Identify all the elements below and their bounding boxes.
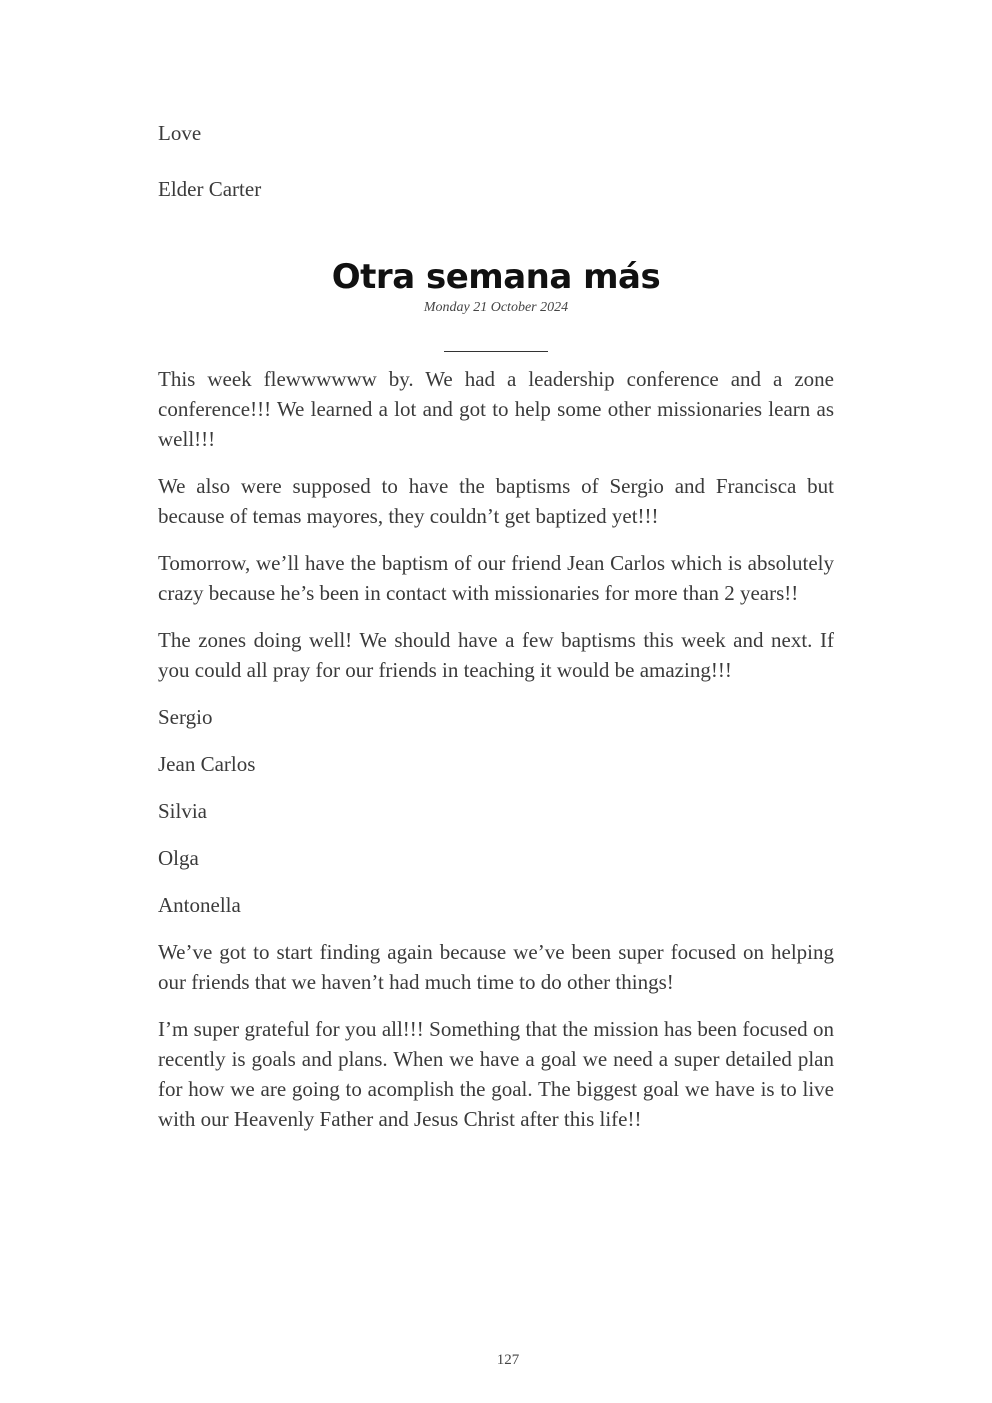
closing-signature: Elder Carter — [158, 177, 262, 201]
section-divider — [444, 351, 548, 352]
paragraph: The zones doing well! We should have a few baptisms this week and next. If you could all pray for our friends in teaching it would be amazing!!! — [158, 628, 834, 682]
paragraph: I’m super grateful for you all!!! Something that the mission has been focused on recently is goals and plans. When we have a goal we need a super detailed plan for how we are going to acomplish the goal. The biggest goal we have is to live with our Heavenly Father and Jesus Christ after this life!! — [158, 1017, 834, 1131]
closing-love: Love — [158, 121, 202, 145]
paragraph: This week flewwwwww by. We had a leadership conference and a zone conference!!! We learned a lot and got to help some other missionaries learn as well!!! — [158, 367, 834, 451]
friend-name: Jean Carlos — [158, 752, 256, 776]
paragraph: We also were supposed to have the baptisms of Sergio and Francisca but because of temas mayores, they couldn’t get baptized yet!!! — [158, 474, 834, 528]
friend-name: Antonella — [158, 893, 241, 917]
paragraph: We’ve got to start finding again because we’ve been super focused on helping our friends that we haven’t had much time to do other things! — [158, 940, 834, 994]
letter-body — [158, 364, 834, 1151]
previous-letter-closing — [158, 118, 834, 230]
friend-name: Silvia — [158, 799, 208, 823]
friend-name: Sergio — [158, 705, 213, 729]
letter-title: Otra semana más — [331, 257, 661, 297]
letter-date: Monday 21 October 2024 — [423, 300, 569, 315]
page-number: 127 — [496, 1352, 520, 1368]
letter-heading — [0, 255, 992, 317]
friend-name: Olga — [158, 846, 199, 870]
paragraph: Tomorrow, we’ll have the baptism of our friend Jean Carlos which is absolutely crazy because he’s been in contact with missionaries for more than 2 years!! — [158, 551, 834, 605]
